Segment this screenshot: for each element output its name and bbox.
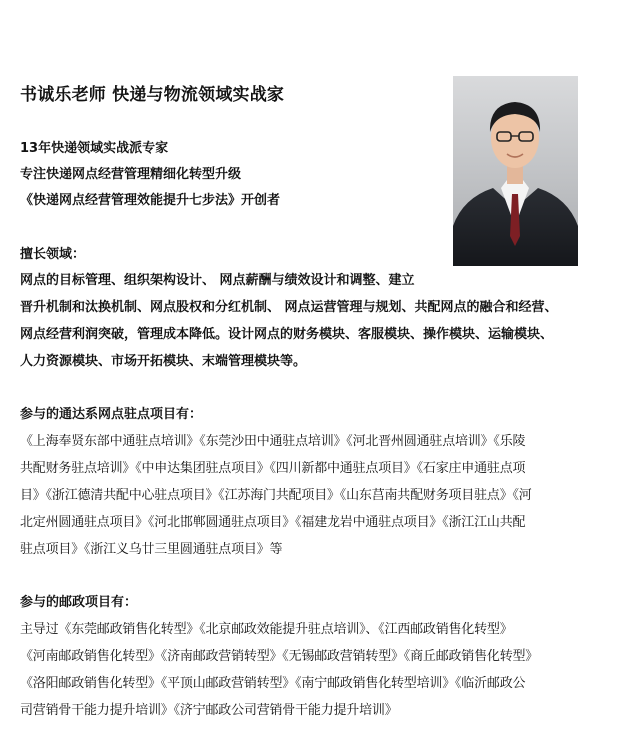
page-title: 书诚乐老师 快递与物流领域实战家 <box>20 85 285 105</box>
expertise-line: 网点的目标管理、组织架构设计、 网点薪酬与绩效设计和调整、建立 <box>20 273 415 288</box>
post-project-line: 主导过《东莞邮政销售化转型》《北京邮政效能提升驻点培训》、《江西邮政销售化转型》 <box>20 622 513 637</box>
zto-project-line: 北定州圆通驻点项目》《河北邯郸圆通驻点项目》《福建龙岩中通驻点项目》《浙江江山共配 <box>20 515 526 530</box>
zto-projects-heading: 参与的通达系网点驻点项目有： <box>20 407 203 422</box>
intro-line: 《快递网点经营管理效能提升七步法》开创者 <box>20 193 281 208</box>
zto-project-line: 《上海奉贤东部中通驻点培训》《东莞沙田中通驻点培训》《河北晋州圆通驻点培训》《乐陵 <box>20 434 526 449</box>
post-projects-section <box>20 590 538 724</box>
expertise-line: 人力资源模块、市场开拓模块、末端管理模块等。 <box>20 354 307 369</box>
intro-block <box>20 136 280 214</box>
post-projects-heading: 参与的邮政项目有： <box>20 595 138 610</box>
intro-line: 专注快递网点经营管理精细化转型升级 <box>20 167 242 182</box>
intro-line: 13年快递领域实战派专家 <box>20 141 169 156</box>
zto-project-line: 目》《浙江德清共配中心驻点项目》《江苏海门共配项目》《山东莒南共配财务项目驻点》《河 <box>20 488 532 503</box>
post-project-line: 《洛阳邮政销售化转型》《平顶山邮政营销转型》《南宁邮政销售化转型培训》《临沂邮政公 <box>20 676 526 691</box>
zto-projects-section <box>20 402 532 563</box>
post-project-line: 《河南邮政销售化转型》《济南邮政营销转型》《无锡邮政营销转型》《商丘邮政销售化转型》 <box>20 649 539 664</box>
zto-project-line: 驻点项目》《浙江义乌廿三里圆通驻点项目》等 <box>20 542 283 557</box>
expertise-line: 网点经营利润突破，管理成本降低。设计网点的财务模块、客服模块、操作模块、运输模块、 <box>20 327 554 342</box>
post-project-line: 司营销骨干能力提升培训》《济宁邮政公司营销骨干能力提升培训》 <box>20 703 398 718</box>
expertise-label: 擅长领域： <box>20 247 86 262</box>
portrait-photo <box>453 76 578 266</box>
portrait-illustration <box>453 76 578 266</box>
expertise-line: 晋升机制和汰换机制、网点股权和分红机制、 网点运营管理与规划、共配网点的融合和经营、 <box>20 300 558 315</box>
expertise-block <box>20 242 558 375</box>
zto-project-line: 共配财务驻点培训》《中申达集团驻点项目》《四川新都中通驻点项目》《石家庄申通驻点项 <box>20 461 526 476</box>
